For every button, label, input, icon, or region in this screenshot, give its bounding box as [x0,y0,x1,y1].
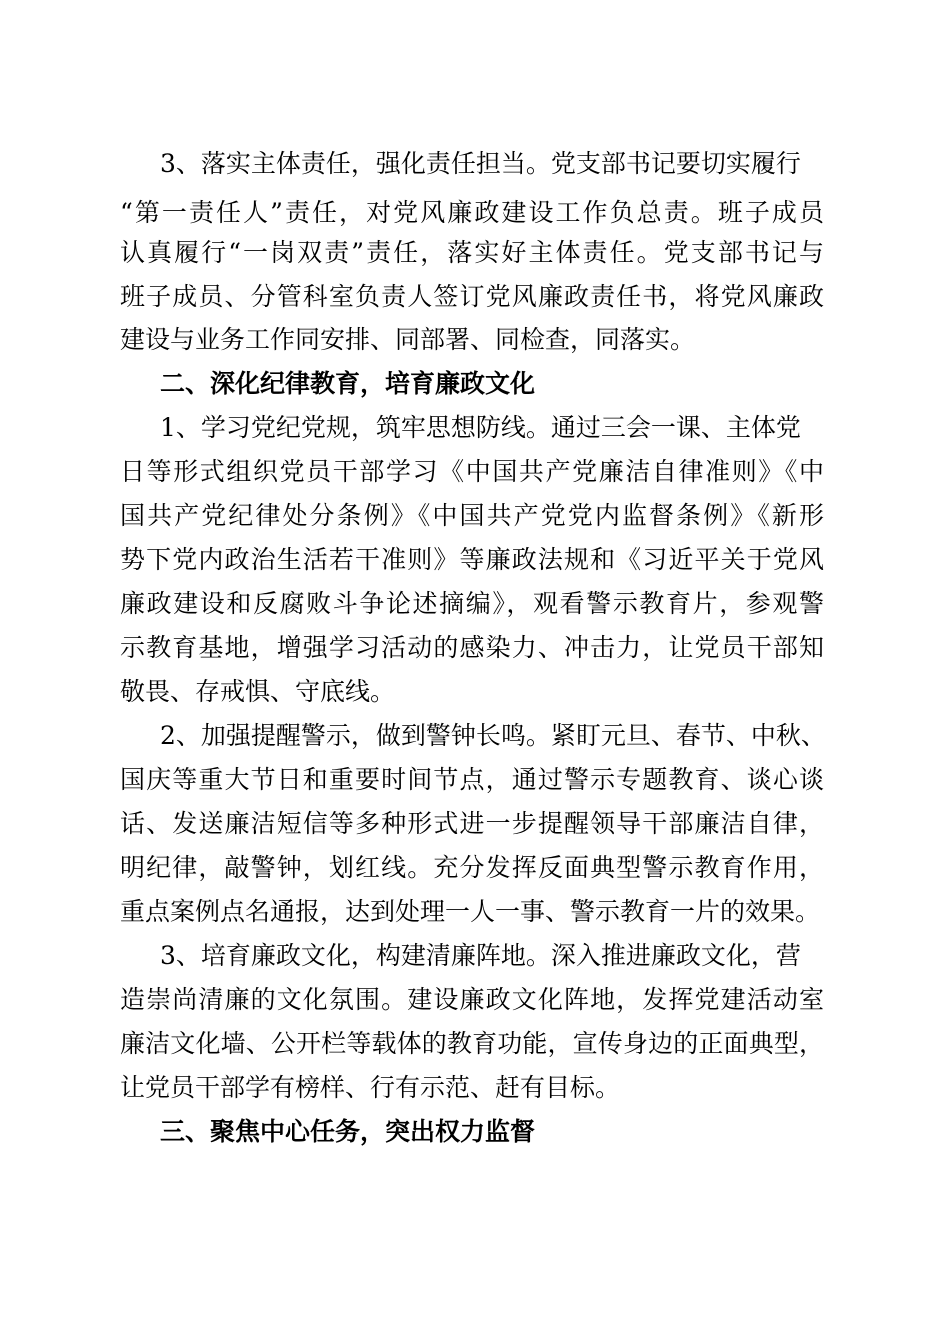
paragraph-line: 国庆等重大节日和重要时间节点，通过警示专题教育、谈心谈 [120,765,824,794]
section-heading: 二、深化纪律教育，培育廉政文化 [160,369,536,398]
paragraph-line: 1、学习党纪党规，筑牢思想防线。通过三会一课、主体党 [160,413,801,442]
paragraph-line: 示教育基地，增强学习活动的感染力、冲击力，让党员干部知 [120,633,824,662]
section-heading: 三、聚焦中心任务，突出权力监督 [160,1117,536,1146]
paragraph-line: 廉政建设和反腐败斗争论述摘编》，观看警示教育片，参观警 [120,589,824,618]
paragraph-line: 日等形式组织党员干部学习《中国共产党廉洁自律准则》《中 [120,457,824,486]
paragraph-line: 建设与业务工作同安排、同部署、同检查，同落实。 [120,325,696,354]
paragraph-line: 敬畏、存戒惧、守底线。 [120,677,396,706]
paragraph-line: 势下党内政治生活若干准则》等廉政法规和《习近平关于党风 [120,545,824,574]
paragraph-line: 造崇尚清廉的文化氛围。建设廉政文化阵地，发挥党建活动室 [120,985,824,1014]
paragraph-line: 重点案例点名通报，达到处理一人一事、警示教育一片的效果。 [120,897,821,926]
paragraph-line: “第一责任人”责任，对党风廉政建设工作负总责。班子成员 [120,198,824,227]
paragraph-line: 廉洁文化墙、公开栏等载体的教育功能，宣传身边的正面典型， [120,1029,824,1058]
paragraph-line: 2、加强提醒警示，做到警钟长鸣。紧盯元旦、春节、中秋、 [160,721,826,750]
paragraph-line: 3、落实主体责任，强化责任担当。党支部书记要切实履行 [160,149,801,178]
paragraph-line: 3、培育廉政文化，构建清廉阵地。深入推进廉政文化，营 [160,941,801,970]
paragraph-line: 班子成员、分管科室负责人签订党风廉政责任书，将党风廉政 [120,282,824,311]
paragraph-line: 国共产党纪律处分条例》《中国共产党党内监督条例》《新形 [120,501,824,530]
paragraph-line: 话、发送廉洁短信等多种形式进一步提醒领导干部廉洁自律， [120,809,824,838]
paragraph-line: 让党员干部学有榜样、行有示范、赶有目标。 [120,1073,621,1102]
paragraph-line: 明纪律，敲警钟，划红线。充分发挥反面典型警示教育作用， [120,853,824,882]
paragraph-line: 认真履行“一岗双责”责任，落实好主体责任。党支部书记与 [120,238,824,267]
